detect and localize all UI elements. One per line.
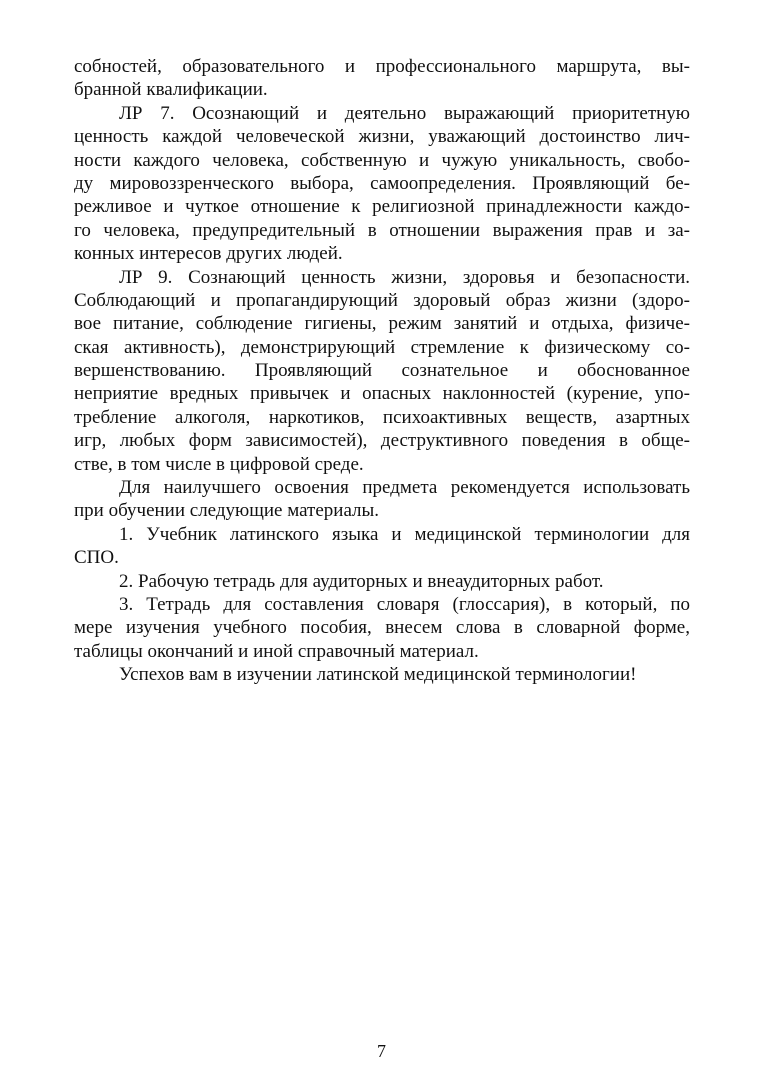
body-text [74, 55, 690, 687]
text-line: ности каждого человека, собственную и чужую уникальность, свобо- [74, 149, 690, 171]
text-line: ценность каждой человеческой жизни, уважающий достоинство лич- [74, 126, 690, 148]
text-line: 1. Учебник латинского языка и медицинской терминологии для [119, 523, 690, 545]
list-item-1 [74, 523, 690, 570]
list-item-3 [74, 593, 690, 663]
text-line: собностей, образовательного и профессионального маршрута, вы- [74, 56, 690, 77]
text-line: ЛР 7. Осознающий и деятельно выражающий приоритетную [119, 102, 690, 124]
text-line: Успехов вам в изучении латинской медицинской терминологии! [119, 664, 637, 686]
text-line: 3. Тетрадь для составления словаря (глоссария), в который, по [119, 593, 690, 615]
paragraph-lr9 [74, 266, 690, 477]
text-line: 2. Рабочую тетрадь для аудиторных и внеаудиторных работ. [119, 570, 604, 592]
text-line: бранной квалификации. [74, 79, 268, 101]
text-line: мере изучения учебного пособия, внесем слова в словарной форме, [74, 617, 690, 639]
text-line: стве, в том числе в цифровой среде. [74, 453, 364, 475]
text-line: вое питание, соблюдение гигиены, режим занятий и отдыха, физиче- [74, 313, 690, 335]
text-line: таблицы окончаний и иной справочный материал. [74, 640, 479, 662]
paragraph-lr7 [74, 102, 690, 266]
text-line: ду мировоззренческого выбора, самоопределения. Проявляющий бе- [74, 172, 690, 194]
paragraph-continuation [74, 55, 690, 102]
text-line: при обучении следующие материалы. [74, 500, 380, 522]
text-line: ЛР 9. Сознающий ценность жизни, здоровья и безопасности. [119, 266, 690, 288]
paragraph-materials-intro [74, 476, 690, 523]
text-line: конных интересов других людей. [74, 243, 343, 265]
text-line: игр, любых форм зависимостей), деструктивного поведения в обще- [74, 430, 690, 452]
text-line: вершенствованию. Проявляющий сознательное и обоснованное [74, 360, 690, 382]
text-line: ская активность), демонстрирующий стремление к физическому со- [74, 336, 690, 358]
text-line: требление алкоголя, наркотиков, психоактивных веществ, азартных [74, 406, 690, 428]
text-line: Для наилучшего освоения предмета рекомендуется использовать [119, 477, 690, 499]
list-item-2 [74, 570, 690, 593]
text-line: режливое и чуткое отношение к религиозной принадлежности каждо- [74, 196, 690, 218]
text-line: неприятие вредных привычек и опасных наклонностей (курение, упо- [74, 383, 690, 405]
text-line: СПО. [74, 547, 119, 569]
text-line: Соблюдающий и пропагандирующий здоровый образ жизни (здоро- [74, 289, 690, 311]
page-number: 7 [377, 1041, 386, 1061]
text-line: го человека, предупредительный в отношении выражения прав и за- [74, 219, 690, 241]
paragraph-closing [74, 663, 690, 686]
